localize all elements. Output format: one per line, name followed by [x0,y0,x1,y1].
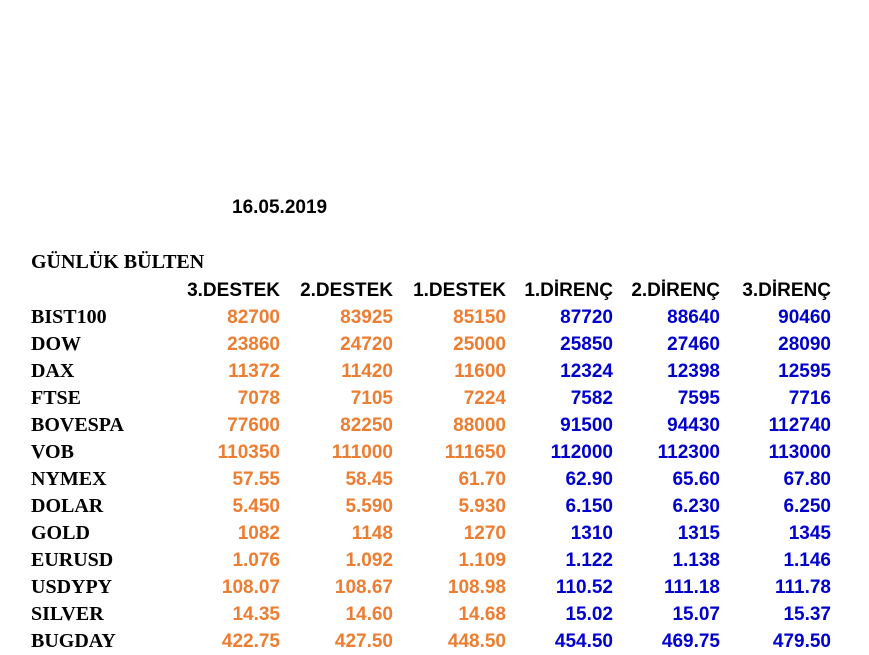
table-row [0,547,869,574]
resistance-value: 12324 [560,361,613,382]
table-row [0,331,869,358]
support-value: 108.07 [221,577,280,598]
support-value: 82700 [227,307,280,328]
support-value: 14.35 [232,604,280,625]
resistance-value: 469.75 [661,631,720,652]
support-value: 1082 [237,523,280,544]
resistance-value: 7582 [570,388,613,409]
resistance-value: 110.52 [555,577,613,598]
resistance-value: 111.18 [663,577,720,598]
instrument-name: EURUSD [31,549,114,571]
instrument-name: DAX [31,360,75,382]
table-row [0,574,869,601]
bulletin-date: 16.05.2019 [232,197,328,218]
resistance-value: 62.90 [565,469,613,490]
support-value: 7224 [463,388,506,409]
resistance-value: 113000 [768,442,831,463]
support-value: 11420 [341,361,393,382]
support-value: 58.45 [345,469,393,490]
resistance-value: 112740 [768,415,831,436]
table-row [0,520,869,547]
resistance-value: 111.78 [774,577,831,598]
instrument-name: GOLD [31,522,90,544]
support-value: 448.50 [447,631,506,652]
instrument-name: SILVER [31,603,104,625]
resistance-value: 12595 [778,361,831,382]
instrument-name: NYMEX [31,468,107,490]
resistance-value: 479.50 [772,631,831,652]
header-cell: 1.DESTEK [413,280,506,301]
resistance-value: 7716 [788,388,831,409]
resistance-value: 1.122 [565,550,613,571]
resistance-value: 87720 [560,307,613,328]
resistance-value: 90460 [778,307,831,328]
header-cell: 1.DİRENÇ [524,280,613,301]
resistance-value: 65.60 [672,469,720,490]
table-row [0,439,869,466]
resistance-value: 1.138 [672,550,720,571]
table-row [0,385,869,412]
table-row [0,601,869,628]
table-row [0,466,869,493]
instrument-name: FTSE [31,387,82,409]
resistance-value: 15.07 [672,604,720,625]
support-value: 85150 [453,307,506,328]
support-value: 57.55 [232,469,280,490]
header-cell: 2.DESTEK [300,280,393,301]
support-value: 83925 [340,307,393,328]
support-value: 1.109 [458,550,506,571]
instrument-name: DOW [31,333,81,355]
resistance-value: 7595 [677,388,720,409]
resistance-value: 1310 [570,523,613,544]
resistance-value: 112300 [657,442,720,463]
support-value: 5.930 [458,496,506,517]
support-value: 111650 [444,442,506,463]
resistance-value: 112000 [550,442,613,463]
resistance-value: 6.250 [783,496,831,517]
header-cell: 2.DİRENÇ [631,280,720,301]
bulletin-title: GÜNLÜK BÜLTEN [31,251,205,273]
resistance-value: 15.02 [565,604,613,625]
support-value: 7078 [237,388,280,409]
support-value: 111000 [331,442,393,463]
support-value: 82250 [340,415,393,436]
support-value: 108.67 [334,577,393,598]
support-value: 88000 [453,415,506,436]
resistance-value: 6.150 [565,496,613,517]
support-value: 25000 [453,334,506,355]
resistance-value: 27460 [667,334,720,355]
resistance-value: 1.146 [783,550,831,571]
header-cell: 3.DESTEK [187,280,280,301]
instrument-name: DOLAR [31,495,104,517]
instrument-name: VOB [31,441,74,463]
support-value: 77600 [227,415,280,436]
support-value: 422.75 [221,631,280,652]
header-cell: 3.DİRENÇ [742,280,831,301]
resistance-value: 94430 [667,415,720,436]
support-value: 1148 [351,523,393,544]
resistance-value: 6.230 [672,496,720,517]
support-value: 5.450 [232,496,280,517]
support-value: 14.68 [458,604,506,625]
instrument-name: BOVESPA [31,414,124,436]
instrument-name: USDYPY [31,576,113,598]
support-value: 1.076 [232,550,280,571]
support-value: 108.98 [447,577,506,598]
instrument-name: BUGDAY [31,630,116,652]
resistance-value: 12398 [667,361,720,382]
table-row [0,493,869,520]
resistance-value: 91500 [560,415,613,436]
support-value: 110350 [217,442,280,463]
table-header [0,277,869,304]
resistance-value: 25850 [560,334,613,355]
support-value: 427.50 [334,631,393,652]
support-value: 1.092 [345,550,393,571]
instrument-name: BIST100 [31,306,107,328]
support-value: 23860 [227,334,280,355]
resistance-value: 1315 [677,523,720,544]
resistance-value: 15.37 [783,604,831,625]
support-value: 61.70 [458,469,506,490]
table-row [0,358,869,385]
support-value: 7105 [350,388,393,409]
resistance-value: 454.50 [554,631,613,652]
table-row [0,412,869,439]
table-row [0,628,869,655]
support-value: 14.60 [345,604,393,625]
support-value: 11600 [454,361,506,382]
support-value: 24720 [340,334,393,355]
support-value: 11372 [228,361,280,382]
support-value: 5.590 [345,496,393,517]
resistance-value: 88640 [667,307,720,328]
table-row [0,304,869,331]
resistance-value: 28090 [778,334,831,355]
resistance-value: 1345 [788,523,831,544]
support-value: 1270 [463,523,506,544]
resistance-value: 67.80 [783,469,831,490]
